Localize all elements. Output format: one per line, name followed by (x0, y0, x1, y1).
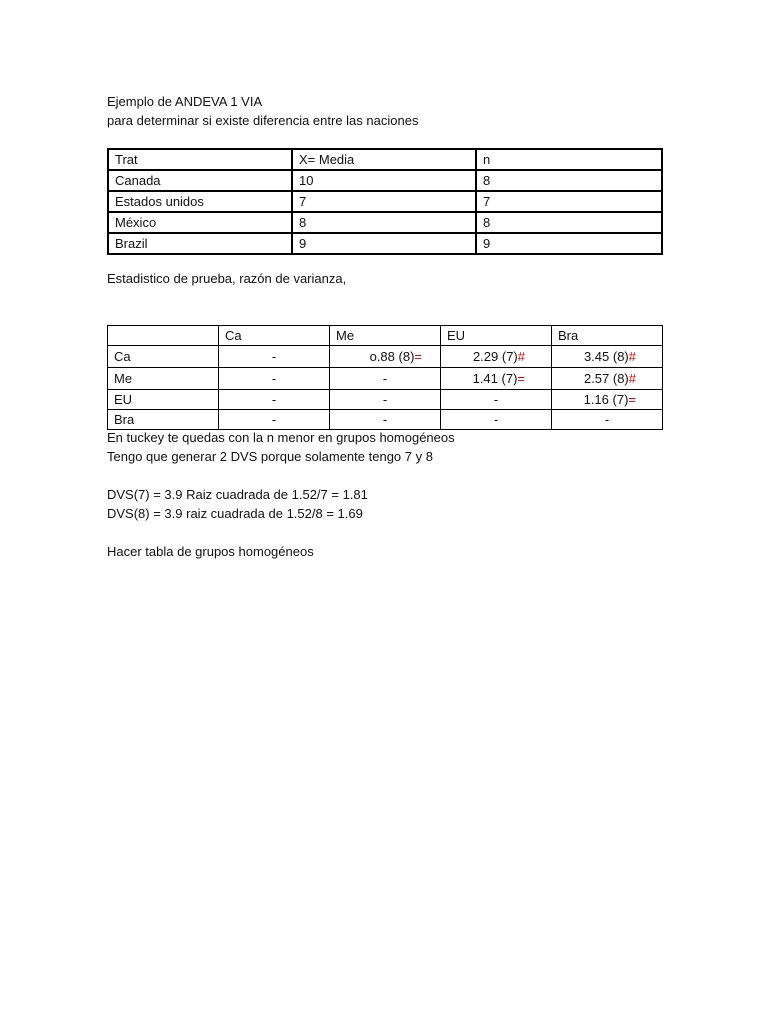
table-cell: Estados unidos (108, 191, 292, 212)
comparison-table (107, 325, 663, 430)
table-header-row (108, 326, 663, 346)
final-note: Hacer tabla de grupos homogéneos (107, 544, 314, 559)
table-row (108, 346, 663, 368)
table-cell: 1.41 (7)= (441, 368, 552, 390)
table-cell: Canada (108, 170, 292, 191)
means-table (107, 148, 663, 255)
header-cell: n (476, 149, 662, 170)
header-cell: Me (330, 326, 441, 346)
table-row (108, 390, 663, 410)
stat-text: Estadistico de prueba, razón de varianza, (107, 271, 347, 286)
table-cell: - (552, 410, 663, 430)
table-cell: 7 (476, 191, 662, 212)
header-cell (108, 326, 219, 346)
note-line: En tuckey te quedas con la n menor en grupos homogéneos (107, 430, 455, 445)
table-cell: - (219, 410, 330, 430)
table-cell: 2.29 (7)# (441, 346, 552, 368)
dvs-line: DVS(8) = 3.9 raiz cuadrada de 1.52/8 = 1.69 (107, 506, 363, 521)
header-cell: Trat (108, 149, 292, 170)
table-cell: 8 (476, 212, 662, 233)
table-cell: - (219, 390, 330, 410)
row-label: Bra (108, 410, 219, 430)
table-cell: - (330, 410, 441, 430)
header-cell: Bra (552, 326, 663, 346)
header-cell: X= Media (292, 149, 476, 170)
table-cell: 9 (292, 233, 476, 254)
table-row (108, 233, 662, 254)
table-row (108, 170, 662, 191)
table-cell: - (219, 368, 330, 390)
table-cell: - (219, 346, 330, 368)
table-row (108, 212, 662, 233)
table-row (108, 368, 663, 390)
header-cell: Ca (219, 326, 330, 346)
table-cell: - (441, 390, 552, 410)
table-header-row (108, 149, 662, 170)
header-cell: EU (441, 326, 552, 346)
table-cell: Brazil (108, 233, 292, 254)
table-row (108, 191, 662, 212)
table-cell: 1.16 (7)= (552, 390, 663, 410)
table-cell: 7 (292, 191, 476, 212)
row-label: EU (108, 390, 219, 410)
table-cell: 10 (292, 170, 476, 191)
table-cell: o.88 (8)= (330, 346, 441, 368)
doc-subtitle: para determinar si existe diferencia entre las naciones (107, 113, 419, 128)
table-cell: 8 (292, 212, 476, 233)
row-label: Ca (108, 346, 219, 368)
table-cell: 2.57 (8)# (552, 368, 663, 390)
table-row (108, 410, 663, 430)
table-cell: - (441, 410, 552, 430)
table-cell: 3.45 (8)# (552, 346, 663, 368)
table-cell: 9 (476, 233, 662, 254)
table-cell: 8 (476, 170, 662, 191)
table-cell: México (108, 212, 292, 233)
row-label: Me (108, 368, 219, 390)
doc-title: Ejemplo de ANDEVA 1 VIA (107, 94, 263, 109)
table-cell: - (330, 368, 441, 390)
note-line: Tengo que generar 2 DVS porque solamente tengo 7 y 8 (107, 449, 433, 464)
table-cell: - (330, 390, 441, 410)
dvs-line: DVS(7) = 3.9 Raiz cuadrada de 1.52/7 = 1.81 (107, 487, 368, 502)
